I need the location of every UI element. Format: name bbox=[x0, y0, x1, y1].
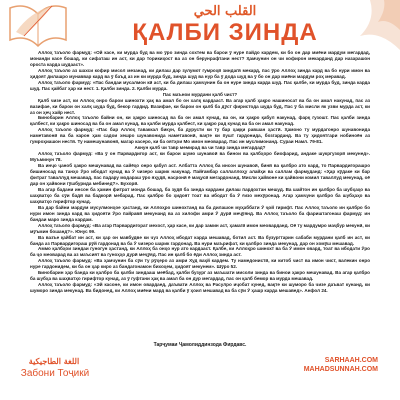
translator-credit: Тарҷумаи Ҷамолиддинзода Фирдавс. bbox=[153, 342, 247, 348]
website-link-sarhaah[interactable]: SARHAAH.COM bbox=[324, 357, 378, 364]
paragraph: Қалб чизе аст, ки Аллоҳ онро барои шинохти ҳақ ва амал бо он халқ кардааст. Ва агар қалб ҳақро нашиносат ва ба он амал накунад, пас аз вазифае, ки барои он халқ шуда буд, бекор гардид. Вазифае, ки барои он қалб ба дӯст фиристода шуда буд, Пас ӯ ба мисли як узви мурда аст, ки аз он ҳеҷ хайр нест. bbox=[30, 97, 370, 115]
corner-ornament-icon bbox=[340, 0, 400, 50]
section-heading: Акнун қалб чи тавр мемирад ва чи тавр зинда мегардад? bbox=[134, 145, 266, 151]
language-label-arabic: اللغة الطاجيكية bbox=[28, 356, 80, 366]
footer bbox=[0, 342, 400, 400]
paragraph: Аммо қалбҳои зиндаи гуногун ҳастанд, ки Аллоҳ ба онҳо нур ато кардааст. Қалбе, ки Аллоҳро шинохт ва ба Ӯ имон овард, тоат ва ибодати Ӯро ба ҷо меоварад ва аз маъсият ва гуноҳҳо дурӣ меҷӯяд. Пас ин қалб бо ёди Аллоҳ зинда аст. bbox=[30, 246, 370, 258]
paragraph: Аллоҳ таъоло фармуд: «Пас бандаи мусалмон кӣ аст, ки ба дилаш ҳамчунин ба он нуре зинда карда шуд. Пас қалбе, ки мурда буд, зинда карда шуд. Пас қайбат ҳар ки нест. 1. Қалби зинда. 2. Қалби мурда. bbox=[30, 79, 370, 91]
website-link-mahadsunnah[interactable]: MAHADSUNNAH.COM bbox=[303, 366, 378, 373]
header bbox=[0, 0, 400, 52]
paragraph: Аллоҳ таъоло аз шахси кофир мисол мезанад, ки дилаш дар зулумот гумроҳӣ зиндагӣ мекард, пас ӯро Аллоҳ зинда кард ва бо нури имон ва ҳидоят дилашро мунаввар кард ва ӯ баъд аз ин ки мурда буд, зинда шуд ва нур ба ӯ дода шуд ва ӯ бо он дар миёни мардум роҳ меравад. bbox=[30, 67, 370, 79]
paragraph: Аллоҳ таъоло фармуд: «Ой касе, ки мурда буд ва мо ӯро зинда сохтем ва барои ӯ нуре пайдо кардем, ки бо он дар миёни мардум мегардад, монанди касе бошад, ки сифаташ ин аст, ки дар торикиҳост ва аз он берунрафтани нест? Ҳамчунин он чи кофирон мекарданд дар назарашон ороста карда шудааст». bbox=[30, 50, 370, 67]
paragraph: Аллоҳ таъоло фармуд: «Ва агар Парвардигорат мехост, ҳар касе, ки дар замин аст, ҳамагӣ имон меоварданд. Оё ту мардумро маҷбур мекунӣ, ки мӯъмин бошанд?». Юнус 99. bbox=[30, 222, 370, 234]
article-body bbox=[30, 50, 370, 294]
page-title: ҚАЛБИ ЗИНДА bbox=[132, 19, 318, 46]
paragraph: Ва вазъе қайбат ин аст, ки ҳар он мавбудве ки чуз Аллоҳ ибодат карда мешавад, ботил аст. Ва бузургтарин сабаби мурдани қалб ин аст, ки банда аз Парвардигораш рӯй гардонад ва ба Ӯ чизеро шарик гардонад. Ва нури маърифат, ки қалбро зинда мекунад, дар он хомӯш мешавад. bbox=[30, 234, 370, 246]
paragraph: Бинобарин ҳар банда ки қалбро ба қалби зиндааш меёбад, қалби бузург аз маъшати мисоли зинда ва бинои ҳакро мешунавад. Ва агар қалбро ба шубҳа ва шаҳватҳо гирифтор кунад, аз ӯ гуфтани ҳақ ва амал ба он дур мегардад, пас он қалб бемор ва мурда мешавад. bbox=[30, 270, 370, 282]
paragraph: Бинобарин Аллоҳ таъоло байни он, ки ҳақро шиносад ва ба он амал кунад, ва он, ки ҳақро қабул накунад, фарқ гузошт. Пас қалби зинда қалбест, ки ҳақро шиносад ва ба он амал кунад, ва қалби мурда қалбест, ки ҳақро рад кунад ва ба он амал накунад. bbox=[30, 115, 370, 127]
paragraph: Ва дар байни мардум мусулмонҳое ҳастанд, ки Аллоҳро шинохтанд ва ба дилашон муҳаббати Ӯ ҷой гирифт. Пас Аллоҳ таъоло ин қалбро бо нури имон зинда кард ва ҳидояти Ӯро пайравӣ мекунанд ва аз хилофи амри Ӯ дурӣ меҷӯянд. Ва Аллоҳ таъоло ба фариштагонаш фармуд: ин бандаи маро зинда кардам. bbox=[30, 204, 370, 222]
paragraph: Аллоҳ таъоло фармуд: «Пас бар Аллоҳ таваккал бикун, ба дурусти ки ту бар ҳаққи равшан ҳастӣ. Ҳамоно ту мурдагонро шунавонида наметавонӣ ва ба карон ҳам садои хешро шунавонида наметавонӣ, вақте ки пушт гардонида, бозгарданд. Ва ту ҳидоятгари нобиноён аз гумроҳиашон нестӣ. Ту намешунавонӣ, магар касеро, ки ба оятҳои Мо имон меоварад. Пас ин муслимонанд. Сураи Намл. 79-81. bbox=[30, 127, 370, 145]
paragraph: Ва агар бадани инсон ба ҳамин фитрат монда бошад, ба зудӣ ба зинда кардани дилаш пардохтан мешуд. Ва шайтон ин қалбро ба шубҳаҳо ва шаҳватҳо ба сӯи бадӣ ва бадкорӣ мебарад. Пас қалбро бо ҳидоят тоат ва ибодат ба Ӯ ғизо мехӯронад. Агар ҳамчуни қалбро ба шубҳаҳо ва шаҳватҳо гирифтор кунад. bbox=[30, 186, 370, 204]
book-quill-icon bbox=[6, 2, 70, 54]
paragraph: Ва инҷо ҷаноб ҳакро мешунавад ва сайёҳо онро қабул аст. Албатта Аллоҳ ба инсон шунавоӣ, бинӣ ва қалбро ато кард, то Парвардигорашро бишиносад ва танҳо Ӯро ибодат кунад ва Ӯ чизеро шарик накунад. Пайғамбар саллаллоҳу алайҳи ва саллам фармуданд: «Ҳар кӯдаке ки бар фитрат таваллуд мешавад, пас падару модараш ӯро яҳудӣ, насронӣ ё маҷусӣ мегардонанд. Мисли ҳайвоне ки ҳайвони комил таваллуд мекунад, оё дар он ҳайвони гӯшбурида мебинед?». Бухорӣ. bbox=[30, 163, 370, 186]
title-arabic: القلب الحي bbox=[193, 4, 257, 19]
paragraph: Аллоҳ таъоло фармуд: «Эй касоне, ки имон овардаед, даъвати Аллоҳ ва Расулро иҷобат кунед, вақте ки шуморо ба чизе даъват кунанд, ки шуморо зинда мекунад. Ва бидонед, ки Аллоҳ миёни мард ва қалби ӯ ҳоил мешавад ва ба сӯи Ӯ ҳашр карда мешавед». Анфол 24. bbox=[30, 282, 370, 294]
title-block bbox=[120, 4, 330, 46]
section-heading: Пас маънои мурдани қалб чист? bbox=[162, 91, 238, 97]
paragraph: Аллоҳ таъоло фармуд: «Ва ҳамчунин ба сӯи ту рӯҳеро аз амри Худ ваҳй кардем. Ту намедонистӣ, ки китоб чист ва имон чист, валекин онро нуре гардонидем, ки ба он ҳар киро аз бандагонамон бихоҳем, ҳидоят мекунем». Шӯро 52. bbox=[30, 258, 370, 270]
language-label: Забони Тоҷикӣ bbox=[20, 368, 90, 379]
paragraph: Аллоҳ таъоло фармуд: «Ва ӯ он Парвардигор аст, ки барои шумо шунавоӣ ва бинои ва қалбҳоро биофарид, андаке шукргузорӣ мекунед». Муъминун 78. bbox=[30, 151, 370, 163]
